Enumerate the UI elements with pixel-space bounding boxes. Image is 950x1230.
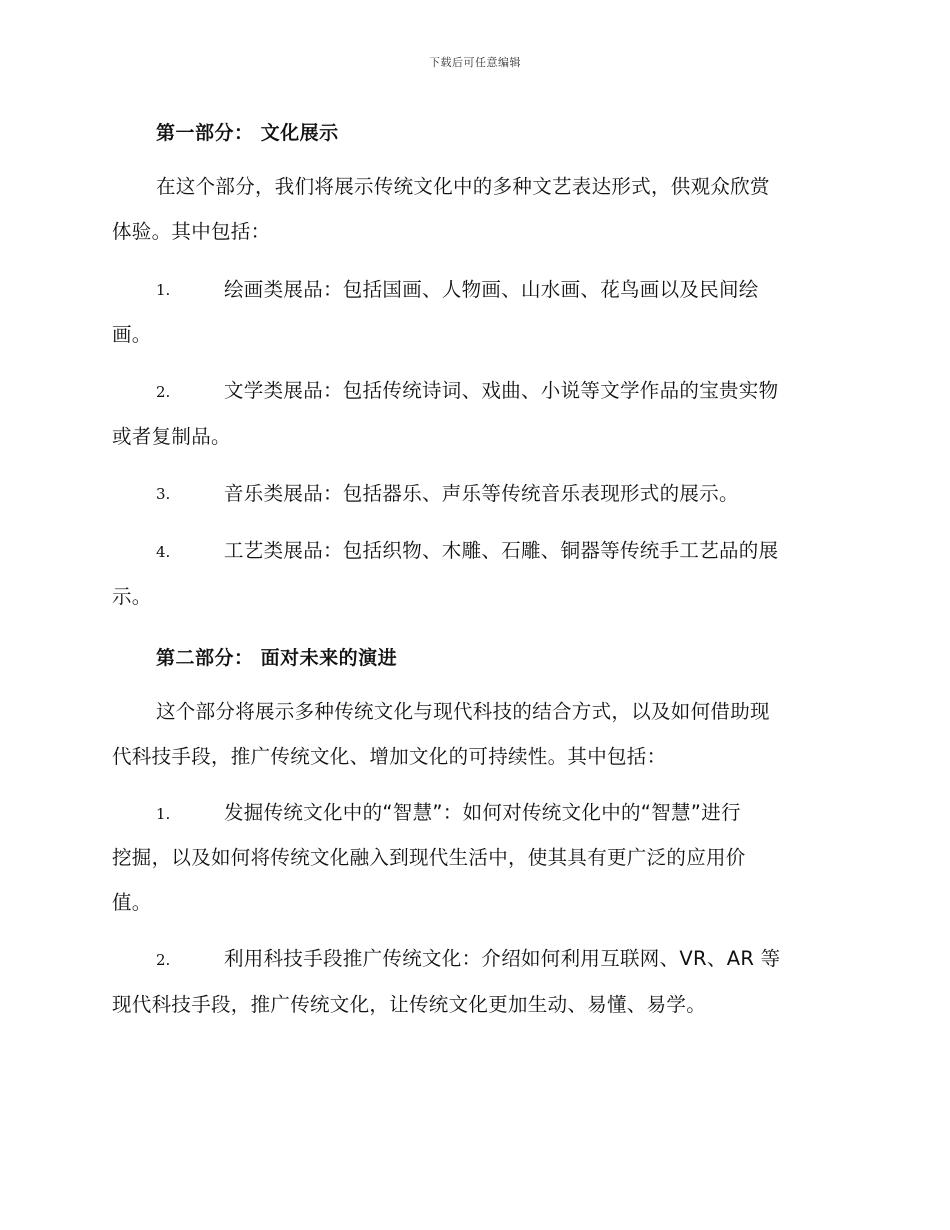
section-1-item-4-line-2: 示。 [112,585,152,608]
section-1-item-2-line-2: 或者复制品。 [112,425,231,448]
section-1-item-1-line-1: 绘画类展品：包括国画、人物画、山水画、花鸟画以及民间绘 [224,278,759,301]
section-1-item-4-line-1: 工艺类展品：包括织物、木雕、石雕、铜器等传统手工艺品的展 [224,539,779,562]
section-2-item-2-line-2: 现代科技手段，推广传统文化，让传统文化更加生动、易懂、易学。 [112,993,707,1016]
section-2-item-2-number: 2. [156,951,171,969]
section-1-item-1-number: 1. [156,281,171,299]
section-1-heading: 第一部分： 文化展示 [156,122,339,144]
section-2-heading: 第二部分： 面对未来的演进 [156,647,398,669]
section-2-intro-line-1: 这个部分将展示多种传统文化与现代科技的结合方式，以及如何借助现 [156,700,770,723]
section-1-item-2-line-1: 文学类展品：包括传统诗词、戏曲、小说等文学作品的宝贵实物 [224,379,779,402]
section-1-item-1-line-2: 画。 [112,323,152,346]
section-1-intro-line-1: 在这个部分，我们将展示传统文化中的多种文艺表达形式，供观众欣赏 [156,175,770,198]
section-2-item-2-line-1: 利用科技手段推广传统文化：介绍如何利用互联网、VR、AR 等 [224,947,781,970]
section-1-item-2-number: 2. [156,383,171,401]
section-2-item-1-number: 1. [156,805,171,823]
section-2-item-1-line-1: 发掘传统文化中的“智慧”：如何对传统文化中的“智慧”进行 [224,801,741,824]
section-1-item-4-number: 4. [156,543,171,561]
section-2-item-1-line-3: 值。 [112,891,152,914]
section-1-intro-line-2: 体验。其中包括： [112,220,271,243]
section-2-intro-line-2: 代科技手段，推广传统文化、增加文化的可持续性。其中包括： [112,745,667,768]
section-1-item-3-number: 3. [156,485,171,503]
section-1-item-3-line-1: 音乐类展品：包括器乐、声乐等传统音乐表现形式的展示。 [224,482,739,505]
header-note: 下载后可任意编辑 [429,56,521,69]
section-2-item-1-line-2: 挖掘，以及如何将传统文化融入到现代生活中，使其具有更广泛的应用价 [112,846,746,869]
